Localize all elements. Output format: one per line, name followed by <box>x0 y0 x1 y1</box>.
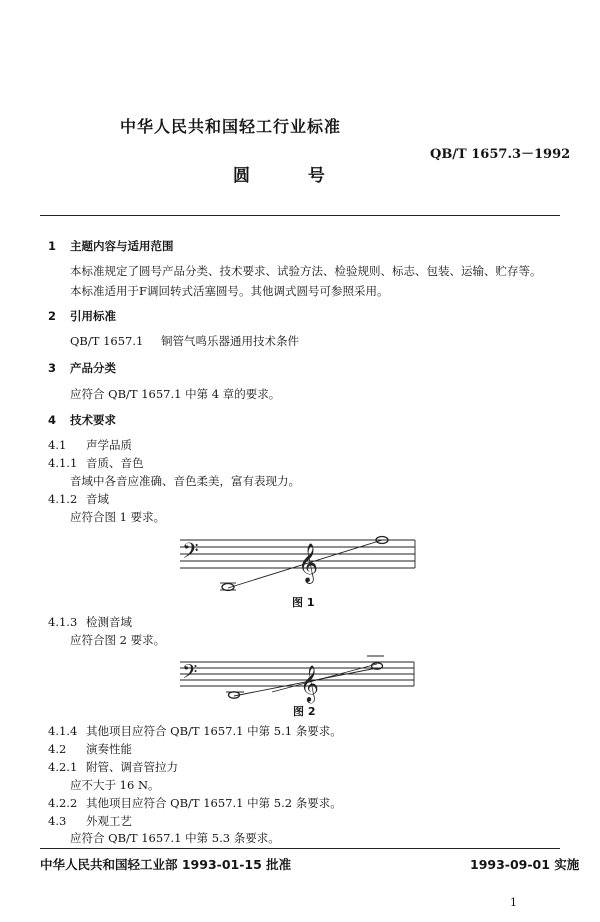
staff-lines <box>180 656 414 692</box>
section-4-2-1-heading: 4.2.1 附管、调音管拉力 <box>48 760 178 774</box>
section-4-1-4: 4.1.4 其他项目应符合 QB/T 1657.1 中第 5.1 条要求。 <box>48 724 342 738</box>
section-4-1-2-paragraph: 应符合图 1 要求。 <box>70 510 166 524</box>
page-number: 1 <box>510 896 517 909</box>
section-4-heading: 4 技术要求 <box>48 413 116 427</box>
footer-divider <box>40 848 560 849</box>
section-3-paragraph: 应符合 QB/T 1657.1 中第 4 章的要求。 <box>70 387 281 401</box>
approval-line: 中华人民共和国轻工业部 1993-01-15 批准 <box>40 857 292 872</box>
section-1-heading: 1 主题内容与适用范围 <box>48 239 174 253</box>
section-4-1-3-paragraph: 应符合图 2 要求。 <box>70 633 166 647</box>
figure-2-staff <box>172 652 422 702</box>
section-3-heading: 3 产品分类 <box>48 361 116 375</box>
section-4-2-2: 4.2.2 其他项目应符合 QB/T 1657.1 中第 5.2 条要求。 <box>48 796 342 810</box>
section-4-1-2-heading: 4.1.2 音域 <box>48 492 109 506</box>
section-4-3-heading: 4.3 外观工艺 <box>48 814 132 828</box>
section-4-1-1-paragraph: 音域中各音应准确、音色柔美，富有表现力。 <box>70 474 300 488</box>
section-4-1-3-heading: 4.1.3 检测音域 <box>48 615 132 629</box>
standard-code: QB/T 1657.3－1992 <box>430 147 571 162</box>
reference-item <box>70 333 299 349</box>
section-4-3-paragraph: 应符合 QB/T 1657.1 中第 5.3 条要求。 <box>70 831 280 845</box>
reference-title: 铜管气鸣乐器通用技术条件 <box>160 334 299 348</box>
effective-date: 1993-09-01 实施 <box>470 857 580 872</box>
section-4-1-1-heading: 4.1.1 音质、音色 <box>48 456 144 470</box>
bass-clef-icon: 𝄢 <box>182 660 198 688</box>
section-4-1-heading: 4.1 声学品质 <box>48 438 132 452</box>
figure-2-caption: 图 2 <box>293 705 316 718</box>
section-2-heading: 2 引用标准 <box>48 309 116 323</box>
reference-code: QB/T 1657.1 <box>70 334 144 348</box>
document-title: 圆 号 <box>233 166 351 186</box>
section-4-2-heading: 4.2 演奏性能 <box>48 742 132 756</box>
bass-clef-icon: 𝄢 <box>182 539 199 569</box>
treble-clef-icon: 𝄞 <box>300 664 319 702</box>
figure-1-staff <box>170 528 420 598</box>
figure-1-caption: 图 1 <box>292 596 315 609</box>
treble-clef-icon: 𝄞 <box>298 543 319 583</box>
issuing-body-title: 中华人民共和国轻工行业标准 <box>120 117 342 136</box>
header-divider <box>40 215 560 216</box>
section-1-paragraph-2: 本标准适用于F调回转式活塞圆号。其他调式圆号可参照采用。 <box>70 284 389 298</box>
section-1-paragraph-1: 本标准规定了圆号产品分类、技术要求、试验方法、检验规则、标志、包装、运输、贮存等。 <box>70 264 542 278</box>
section-4-2-1-paragraph: 应不大于 16 N。 <box>70 778 160 792</box>
